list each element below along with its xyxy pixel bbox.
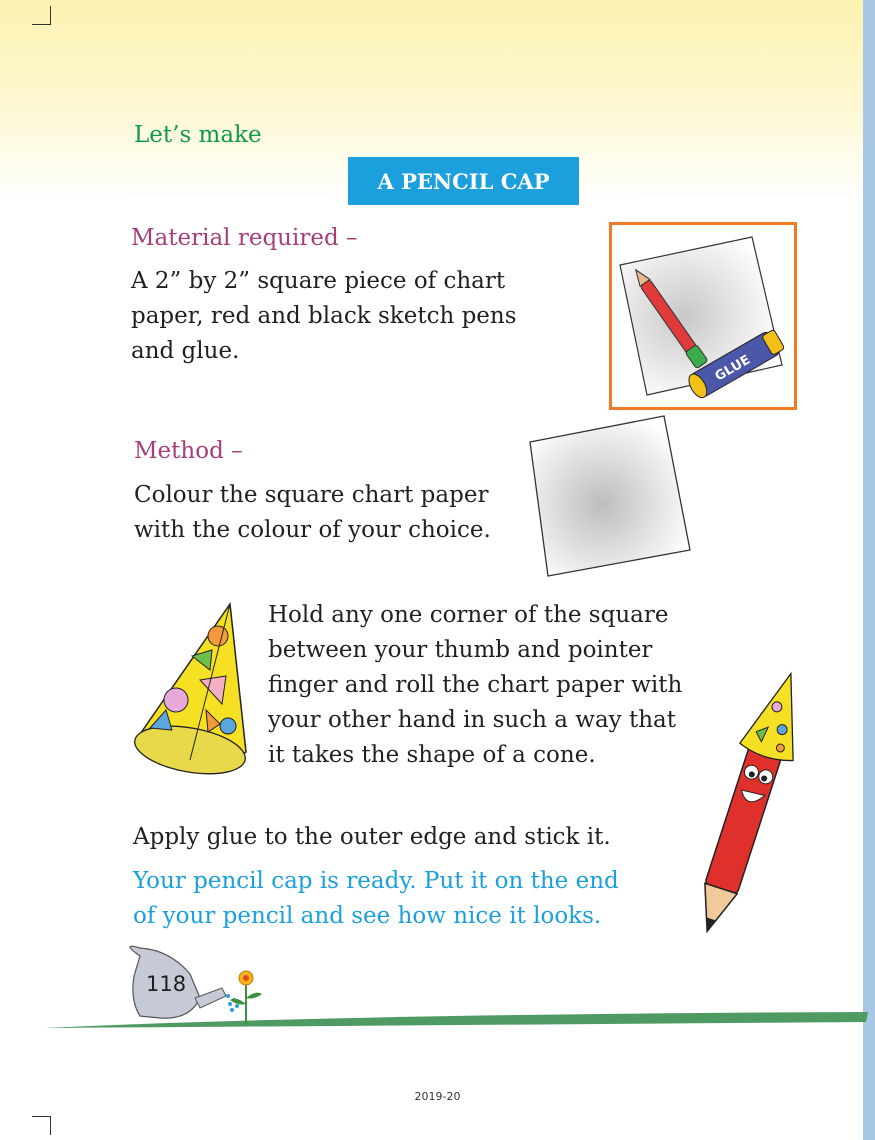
chart-paper-image bbox=[526, 412, 696, 582]
material-line: and glue. bbox=[131, 338, 240, 364]
method-step-2 bbox=[268, 598, 718, 773]
crop-mark-top bbox=[32, 6, 51, 25]
pencil-with-cap-image bbox=[696, 662, 796, 947]
method-line: Hold any one corner of the square bbox=[268, 602, 669, 628]
crop-mark-bottom bbox=[32, 1116, 51, 1135]
paper-pen-glue-image bbox=[612, 225, 794, 407]
result-line: of your pencil and see how nice it looks. bbox=[133, 903, 602, 929]
result-line: Your pencil cap is ready. Put it on the end bbox=[133, 868, 619, 894]
method-heading: Method – bbox=[134, 438, 243, 464]
page-title: A PENCIL CAP bbox=[348, 157, 579, 205]
material-heading: Material required – bbox=[131, 225, 358, 251]
material-text bbox=[131, 264, 551, 369]
material-line: paper, red and black sketch pens bbox=[131, 303, 517, 329]
materials-illustration bbox=[609, 222, 797, 410]
method-line: it takes the shape of a cone. bbox=[268, 742, 596, 768]
method-line: Colour the square chart paper bbox=[134, 482, 489, 508]
method-step-1 bbox=[134, 478, 524, 548]
lets-make-label: Let’s make bbox=[134, 122, 262, 148]
method-line: finger and roll the chart paper with bbox=[268, 672, 683, 698]
glue-label: GLUE bbox=[712, 352, 754, 385]
result-text bbox=[133, 864, 673, 934]
method-step-3: Apply glue to the outer edge and stick it. bbox=[133, 824, 611, 850]
year-label: 2019-20 bbox=[414, 1090, 461, 1103]
material-line: A 2” by 2” square piece of chart bbox=[131, 268, 506, 294]
method-line: between your thumb and pointer bbox=[268, 637, 653, 663]
paper-cone-image bbox=[130, 600, 252, 780]
method-line: your other hand in such a way that bbox=[268, 707, 676, 733]
page-number: 118 bbox=[146, 972, 187, 996]
method-line: with the colour of your choice. bbox=[134, 517, 491, 543]
